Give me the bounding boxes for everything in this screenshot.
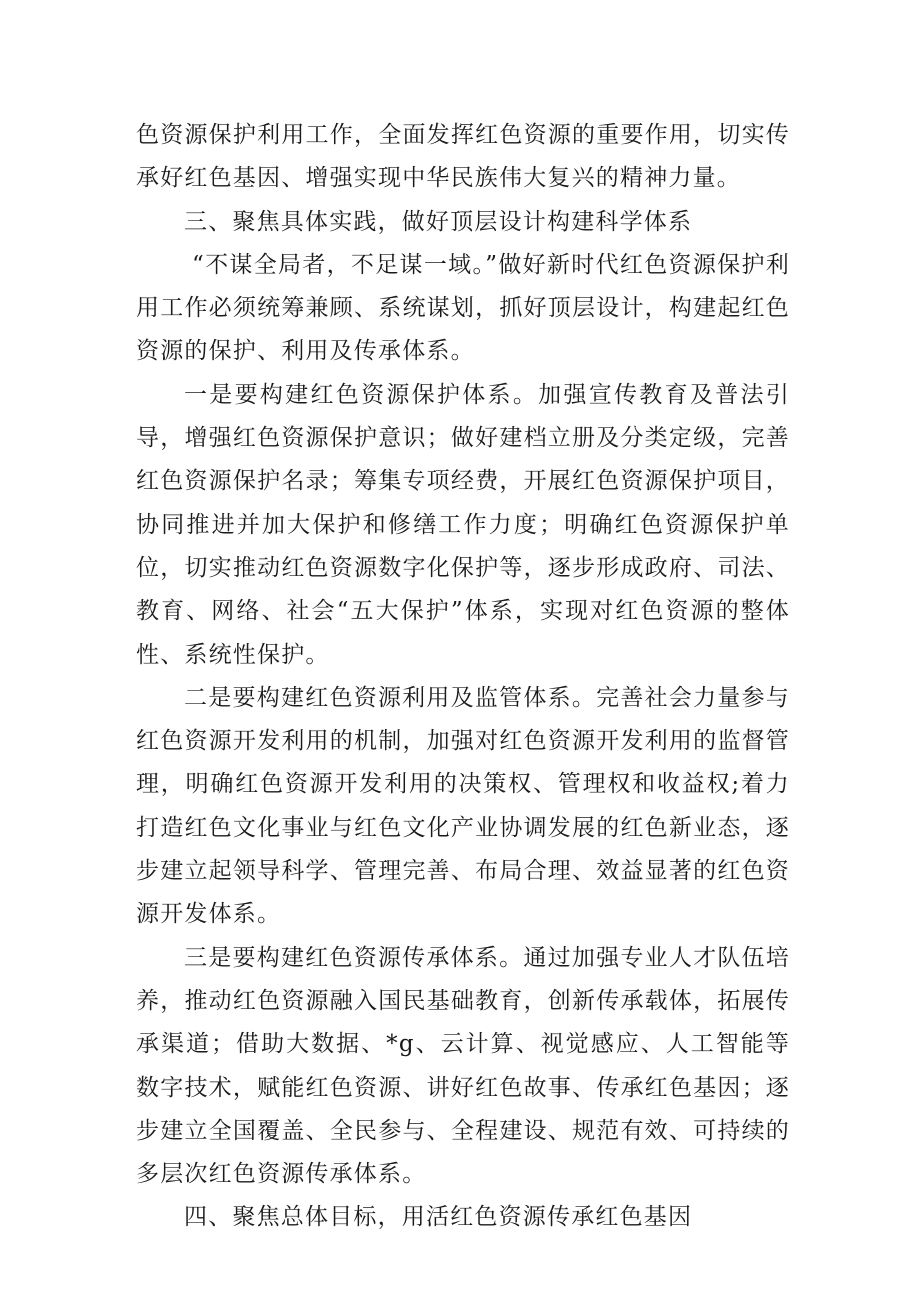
- section-heading-four: 四、聚焦总体目标，用活红色资源传承红色基因: [184, 1204, 693, 1231]
- section-heading-three: 三、聚焦具体实践，做好顶层设计构建科学体系: [184, 208, 693, 235]
- paragraph-utilization-system: 二是要构建红色资源利用及监管体系。完善社会力量参与红色资源开发利用的机制，加强对红色资源开发利用的监督管理，明确红色资源开发利用的决策权、管理权和收益权;着力打造红色文化事业与红色文化产业协调发展的红色新业态，逐步建立起领导科学、管理完善、布局合理、效益显著的红色资源开发体系。: [136, 684, 790, 928]
- paragraph-protection-system: 一是要构建红色资源保护体系。加强宣传教育及普法引导，增强红色资源保护意识；做好建档立册及分类定级，完善红色资源保护名录；筹集专项经费，开展红色资源保护项目，协同推进并加大保护和修缮工作力度；明确红色资源保护单位，切实推动红色资源数字化保护等，逐步形成政府、司法、教育、网络、社会“五大保护”体系，实现对红色资源的整体性、系统性保护。: [136, 381, 790, 668]
- document-body: [136, 114, 790, 1240]
- paragraph-continuation: 色资源保护利用工作，全面发挥红色资源的重要作用，切实传承好红色基因、增强实现中华民族伟大复兴的精神力量。: [136, 122, 790, 192]
- paragraph-inheritance-system: 三是要构建红色资源传承体系。通过加强专业人才队伍培养，推动红色资源融入国民基础教育，创新传承载体，拓展传承渠道；借助大数据、*g、云计算、视觉感应、人工智能等数字技术，赋能红色资源、讲好红色故事、传承红色基因；逐步建立全国覆盖、全民参与、全程建设、规范有效、可持续的多层次红色资源传承体系。: [136, 944, 790, 1188]
- paragraph-quote: “不谋全局者，不足谋一域。”做好新时代红色资源保护利用工作必须统筹兼顾、系统谋划，抓好顶层设计，构建起红色资源的保护、利用及传承体系。: [136, 251, 790, 365]
